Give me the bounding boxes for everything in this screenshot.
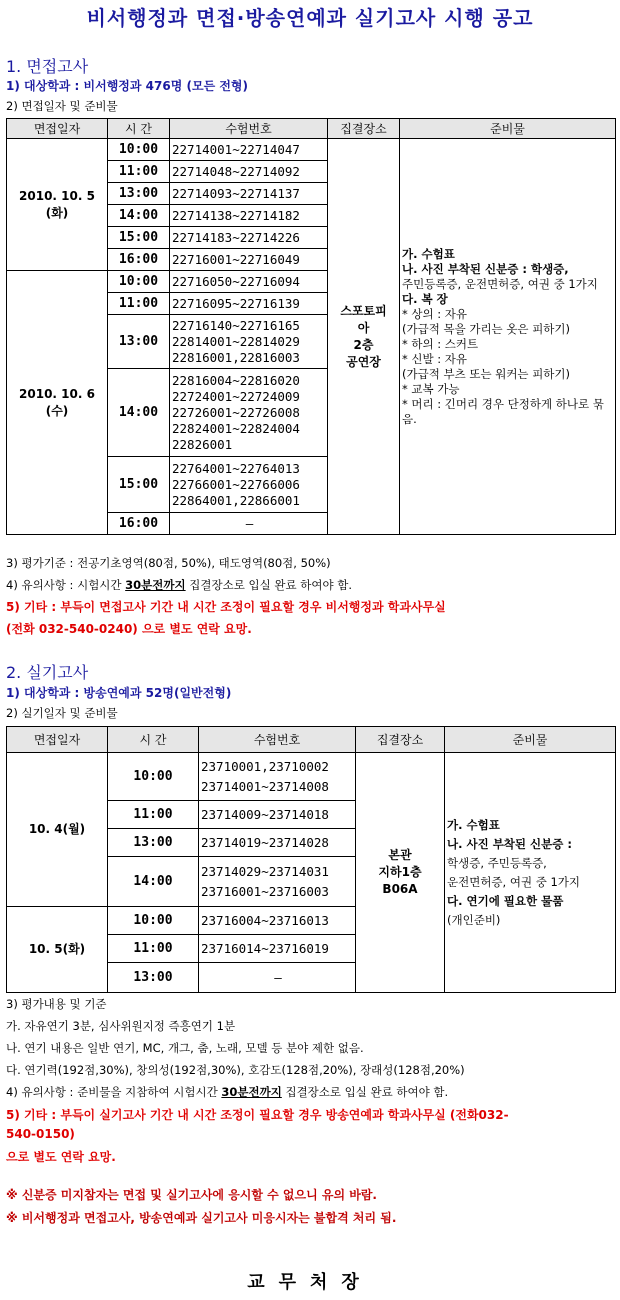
page-title: 비서행정과 면접·방송연예과 실기고사 시행 공고 xyxy=(86,6,534,30)
time-cell: 11:00 xyxy=(108,801,199,829)
prep-item: * 머리 : 긴머리 경우 단정하게 하나로 묶음. xyxy=(402,396,604,426)
section2-eval-item: 다. 연기력(192점,30%), 창의성(192점,30%), 호감도(128점,20%), 장래성(128점,20%) xyxy=(6,1063,465,1077)
prep-item: 나. 사진 부착된 신분증 : xyxy=(447,836,572,851)
number-cell: 22716001~22716049 xyxy=(170,249,328,271)
notice-id-required: ※ 신분증 미지참자는 면접 및 실기고사에 응시할 수 없으니 유의 바람. xyxy=(6,1188,377,1202)
prep-item: 학생증, 주민등록증, 운전면허증, 여권 중 1가지 xyxy=(447,855,581,889)
section1-caution xyxy=(6,577,352,593)
section2-target: 1) 대상학과 : 방송연예과 52명(일반전형) xyxy=(6,686,232,700)
prep-item: (가급적 부츠 또는 워커는 피하기) xyxy=(402,366,571,381)
section2-etc-request: 으로 별도 연락 요망. xyxy=(6,1150,116,1164)
time-cell: 11:00 xyxy=(108,935,199,963)
col-header-number: 수험번호 xyxy=(170,119,328,139)
time-cell: 10:00 xyxy=(108,753,199,801)
time-cell: 14:00 xyxy=(108,205,170,227)
time-cell: 13:00 xyxy=(108,829,199,857)
col-header-prep: 준비물 xyxy=(400,119,616,139)
section1-target: 1) 대상학과 : 비서행정과 476명 (모든 전형) xyxy=(6,79,249,93)
practical-table xyxy=(6,726,616,993)
number-cell: – xyxy=(199,963,356,993)
section2-eval-item: 나. 연기 내용은 일반 연기, MC, 개그, 춤, 노래, 모델 등 분야 제한 없음. xyxy=(6,1041,364,1055)
col-header-time: 시 간 xyxy=(108,727,199,753)
section2-heading: 2. 실기고사 xyxy=(6,663,89,682)
number-cell: 23714019~23714028 xyxy=(199,829,356,857)
section1-etc: 5) 기타 : 부득이 면접고사 기간 내 시간 조정이 필요할 경우 비서행정과 학과사무실 xyxy=(6,600,446,614)
time-cell: 16:00 xyxy=(108,513,170,535)
time-cell: 11:00 xyxy=(108,293,170,315)
section1-etc-phone: (전화 032-540-0240) 으로 별도 연락 요망. xyxy=(6,622,252,636)
number-cell: 22714001~22714047 xyxy=(170,139,328,161)
time-cell: 10:00 xyxy=(108,139,170,161)
section2-etc: 5) 기타 : 부득이 실기고사 기간 내 시간 조정이 필요할 경우 방송연예과 학과사무실 (전화032- xyxy=(6,1108,509,1122)
time-cell: 13:00 xyxy=(108,183,170,205)
prep-item: 주민등록증, 운전면허증, 여권 중 1가지 xyxy=(402,276,598,291)
footer-signature: 교무처장 xyxy=(247,1272,373,1293)
number-cell: 23710001,23710002 23714001~23714008 xyxy=(199,753,356,801)
time-cell: 16:00 xyxy=(108,249,170,271)
prep-item: (가급적 목을 가리는 옷은 피하기) xyxy=(402,321,571,336)
prep-item: 가. 수험표 xyxy=(447,817,500,832)
date-cell: 2010. 10. 5 (화) xyxy=(7,139,108,271)
notice-absent-fail: ※ 비서행정과 면접고사, 방송연예과 실기고사 미응시자는 불합격 처리 됨. xyxy=(6,1211,397,1225)
col-header-place: 집결장소 xyxy=(328,119,400,139)
col-header-date: 면접일자 xyxy=(7,119,108,139)
number-cell: 23714009~23714018 xyxy=(199,801,356,829)
number-cell: 22716140~22716165 22814001~22814029 22816001,22816003 xyxy=(170,315,328,369)
caution-text: 집결장소로 입실 완료 하여야 함. xyxy=(185,578,352,592)
number-cell: 22716050~22716094 xyxy=(170,271,328,293)
time-cell: 13:00 xyxy=(108,315,170,369)
prep-item: 나. 사진 부착된 신분증 : 학생증, xyxy=(402,261,569,276)
col-header-place: 집결장소 xyxy=(356,727,445,753)
number-cell: 23716004~23716013 xyxy=(199,907,356,935)
number-cell: 22764001~22764013 22766001~22766006 22864001,22866001 xyxy=(170,457,328,513)
section2-subheading: 2) 실기일자 및 준비물 xyxy=(6,706,118,720)
time-cell: 14:00 xyxy=(108,369,170,457)
section1-criteria: 3) 평가기준 : 전공기초영역(80점, 50%), 태도영역(80점, 50%) xyxy=(6,556,331,570)
prep-item: (개인준비) xyxy=(447,912,501,927)
prep-item: * 하의 : 스커트 xyxy=(402,336,479,351)
prep-item: * 상의 : 자유 xyxy=(402,306,468,321)
interview-table xyxy=(6,118,616,535)
number-cell: 22714048~22714092 xyxy=(170,161,328,183)
prep-item: 다. 연기에 필요한 물품 xyxy=(447,893,564,908)
time-cell: 13:00 xyxy=(108,963,199,993)
prep-cell xyxy=(400,139,616,535)
prep-item: 가. 수험표 xyxy=(402,246,455,261)
number-cell: 22816004~22816020 22724001~22724009 22726001~22726008 22824001~22824004 22826001 xyxy=(170,369,328,457)
section2-eval-heading: 3) 평가내용 및 기준 xyxy=(6,997,107,1011)
col-header-date: 면접일자 xyxy=(7,727,108,753)
number-cell: 23716014~23716019 xyxy=(199,935,356,963)
number-cell: 22714183~22714226 xyxy=(170,227,328,249)
number-cell: 23714029~23714031 23716001~23716003 xyxy=(199,857,356,907)
time-cell: 15:00 xyxy=(108,227,170,249)
col-header-prep: 준비물 xyxy=(445,727,616,753)
number-cell: 22714138~22714182 xyxy=(170,205,328,227)
number-cell: 22714093~22714137 xyxy=(170,183,328,205)
section2-etc-phone: 540-0150) xyxy=(6,1127,75,1141)
time-cell: 10:00 xyxy=(108,271,170,293)
time-cell: 14:00 xyxy=(108,857,199,907)
caution-text: 4) 유의사항 : 준비물을 지참하여 시험시간 xyxy=(6,1085,222,1099)
col-header-time: 시 간 xyxy=(108,119,170,139)
prep-item: * 교복 가능 xyxy=(402,381,460,396)
section2-caution xyxy=(6,1084,448,1100)
col-header-number: 수험번호 xyxy=(199,727,356,753)
time-cell: 15:00 xyxy=(108,457,170,513)
prep-cell xyxy=(445,753,616,993)
time-cell: 10:00 xyxy=(108,907,199,935)
caution-emphasis: 30분전까지 xyxy=(221,1085,282,1099)
date-cell: 10. 5(화) xyxy=(7,907,108,993)
caution-text: 집결장소로 입실 완료 하여야 함. xyxy=(281,1085,449,1099)
number-cell: 22716095~22716139 xyxy=(170,293,328,315)
section2-eval-item: 가. 자유연기 3분, 심사위원지정 즉흥연기 1분 xyxy=(6,1019,236,1033)
date-cell: 10. 4(월) xyxy=(7,753,108,907)
prep-item: 다. 복 장 xyxy=(402,291,448,306)
date-cell: 2010. 10. 6 (수) xyxy=(7,271,108,535)
time-cell: 11:00 xyxy=(108,161,170,183)
caution-text: 4) 유의사항 : 시험시간 xyxy=(6,578,126,592)
place-cell: 스포토피 아 2층 공연장 xyxy=(328,139,400,535)
prep-item: * 신발 : 자유 xyxy=(402,351,468,366)
section1-heading: 1. 면접고사 xyxy=(6,57,89,76)
caution-emphasis: 30분전까지 xyxy=(125,578,186,592)
place-cell: 본관 지하1층 B06A xyxy=(356,753,445,993)
section1-subheading: 2) 면접일자 및 준비물 xyxy=(6,99,118,113)
number-cell: – xyxy=(170,513,328,535)
